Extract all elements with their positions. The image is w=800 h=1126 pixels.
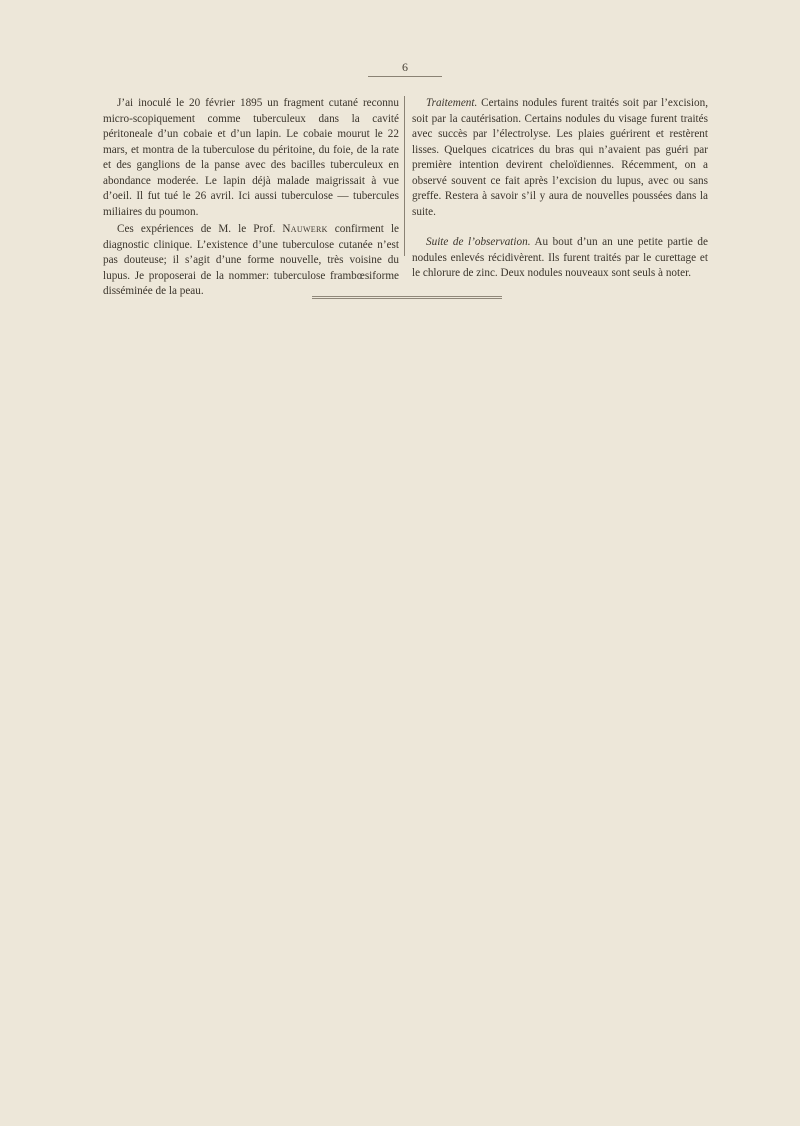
experiences-text-after: confirment le diagnostic clinique. L’existence d’une tuberculose cutanée n’est pas douteuse; il s’agit d’une forme nouvelle, très voisine du lupus. Je proposerai de la nommer: tuberculose frambœsiforme disséminée de la peau. (103, 223, 400, 297)
paragraph-experiences (103, 222, 399, 300)
paragraph-suite (412, 235, 708, 282)
right-column (412, 96, 708, 282)
page-number-rule (368, 76, 442, 77)
section-end-rule (312, 296, 502, 299)
traitement-text: Certains nodules furent traités soit par l’excision, soit par la cautérisation. Certains nodules du visage furent traités avec succès par l’électrolyse. Les plaies guérirent et restèrent lisses. Quelques cicatrices du bras qui n’avaient pas guéri par première intention devirent cheloïdiennes. Récemment, on a observé souvent ce fait après l’excision du lupus, avec ou sans greffe. Restera à savoir s’il y aura de nouvelles poussées dans la suite. (412, 97, 708, 218)
experiences-text-before: Ces expériences de M. le Prof. (117, 223, 276, 235)
suite-text: Au bout d’un an une petite partie de nodules enlevés récidivèrent. Ils furent traités par le curettage et le chlorure de zinc. Deux nodules nouveaux sont seuls à noter. (412, 236, 708, 279)
page-number: 6 (402, 60, 408, 74)
suite-heading: Suite de l’observation. (426, 236, 531, 248)
traitement-heading: Traitement. (426, 97, 478, 109)
paragraph-inoculation: J’ai inoculé le 20 février 1895 un fragment cutané reconnu micro-scopiquement comme tuberculeux dans la cavité péritoneale d’un cobaie et d’un lapin. Le cobaie mourut le 22 mars, et montra de la tuberculose du péritoine, du foie, de la rate et des ganglions de la panse avec des bacilles tuberculeux en abondance moderée. Le lapin déjà malade maigrissait à vue d’oeil. Il fut tué le 26 avril. Ici aussi tuberculose — tubercules miliaires du poumon. (103, 97, 399, 218)
left-column (103, 96, 399, 300)
column-divider (404, 96, 405, 256)
paragraph-traitement (412, 96, 708, 220)
author-name: Nauwerk (282, 223, 328, 235)
